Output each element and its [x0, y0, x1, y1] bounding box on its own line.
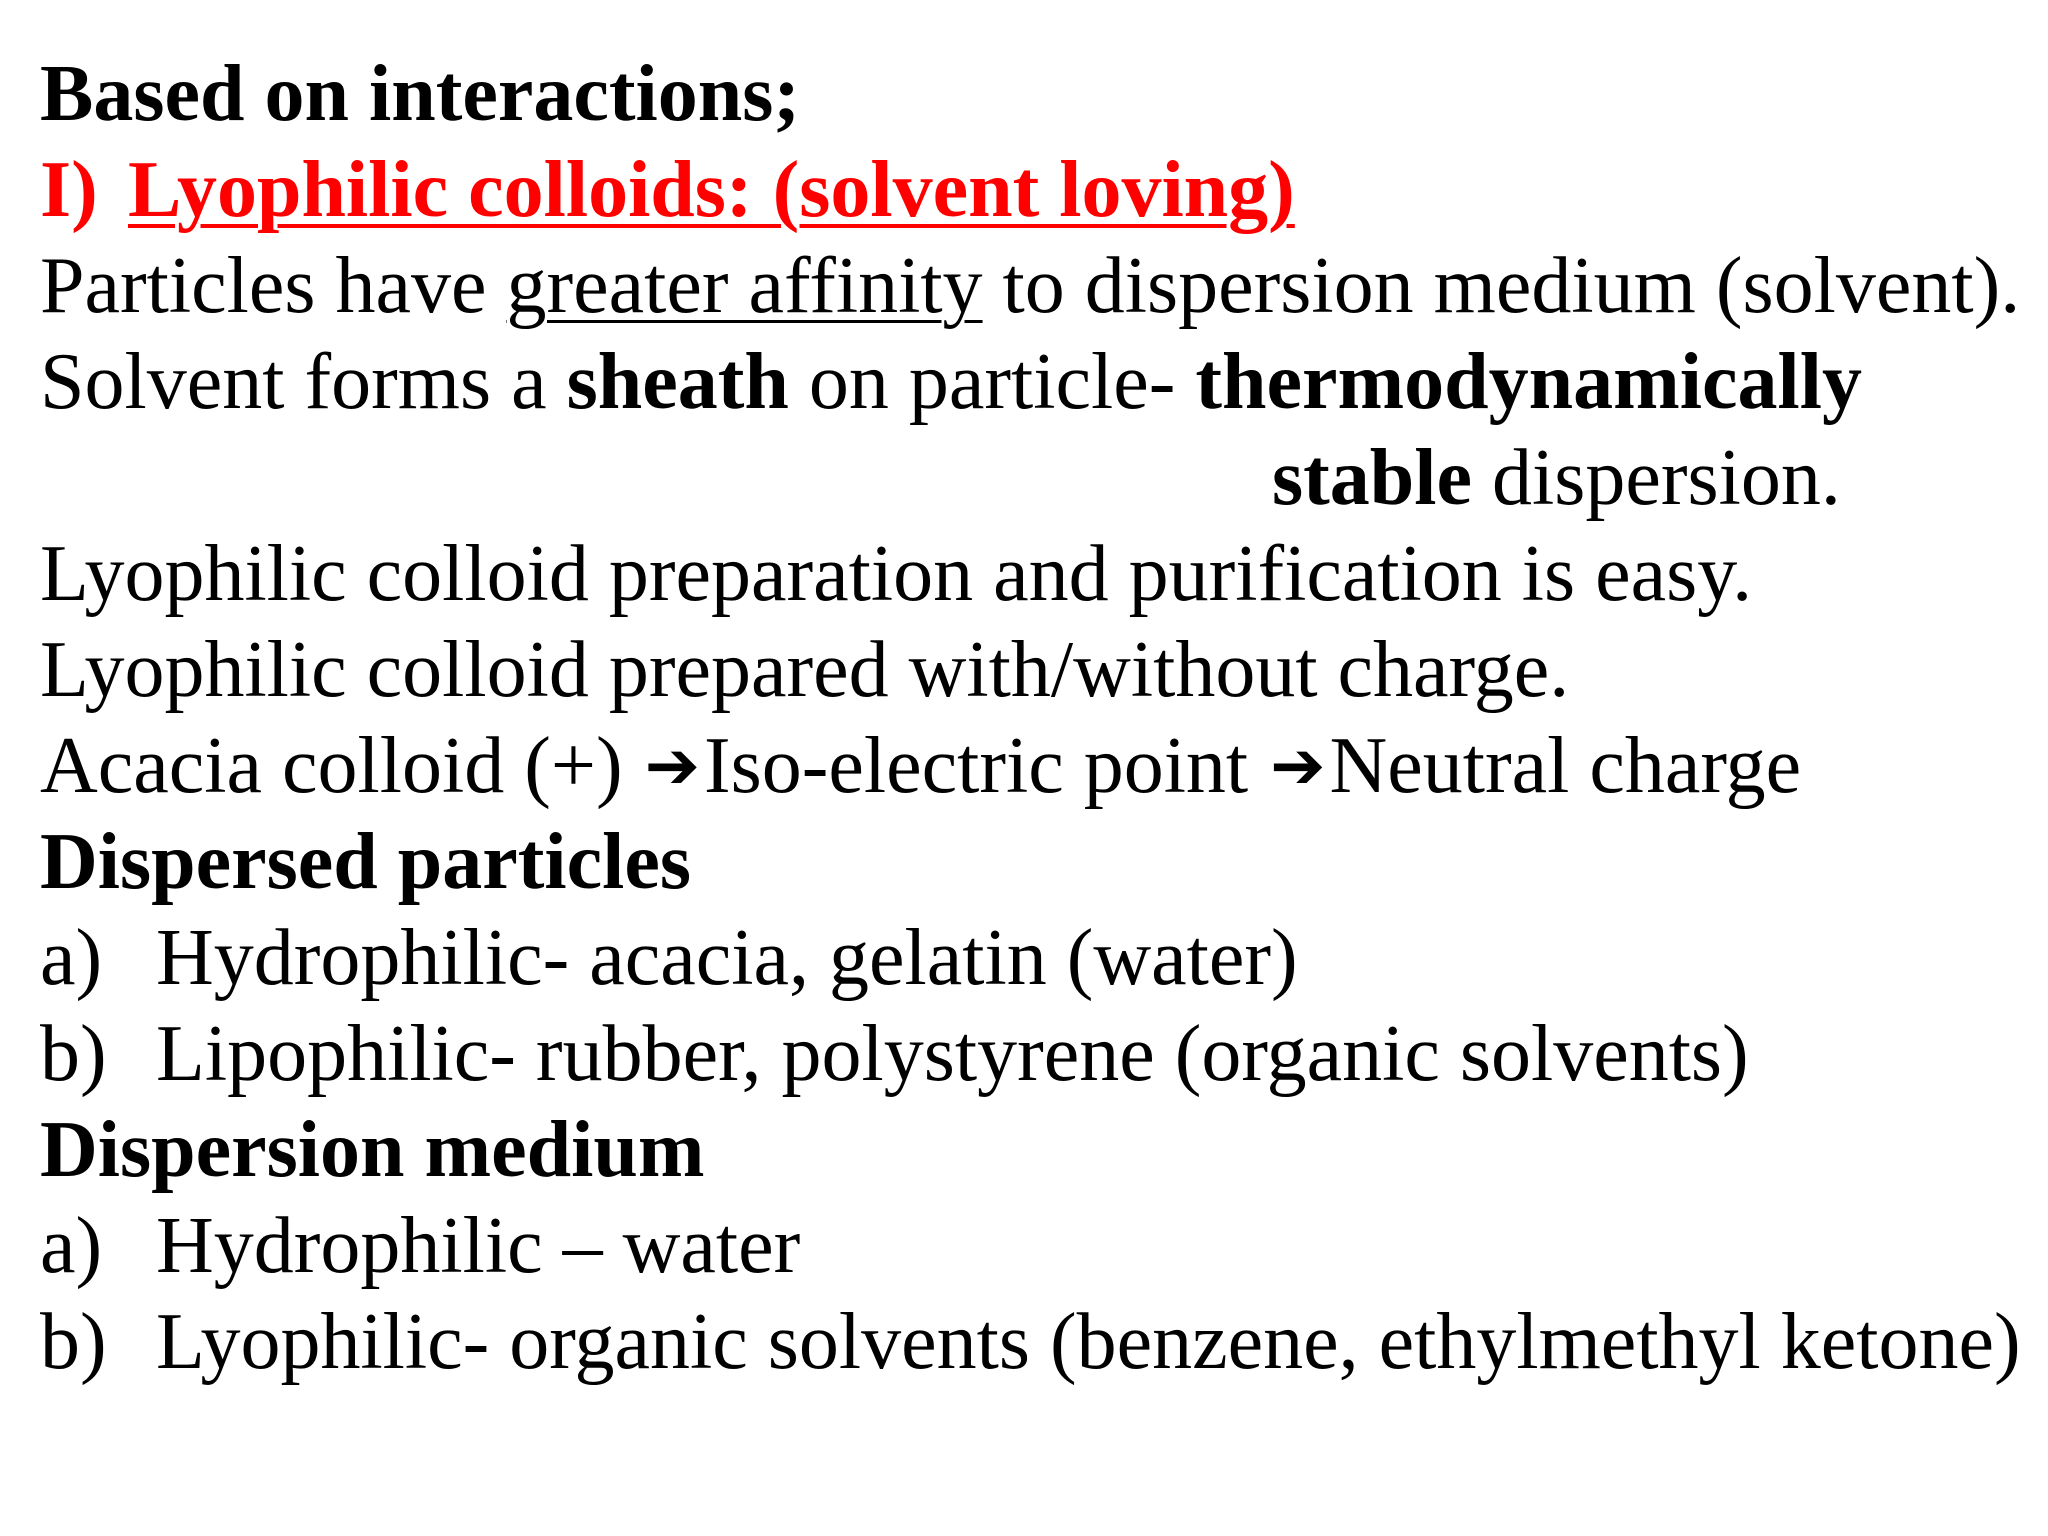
- dispersion-medium-heading: Dispersion medium: [40, 1106, 705, 1194]
- section-title: [40, 142, 1295, 238]
- affinity-after: to dispersion medium (solvent).: [982, 242, 2021, 330]
- acacia-part2: Iso-electric point: [703, 722, 1249, 810]
- list-item: [40, 1294, 2021, 1390]
- list-marker: b): [40, 1298, 107, 1386]
- sheath-t1: Solvent forms a: [40, 338, 567, 426]
- list-item-text: Lipophilic- rubber, polystyrene (organic solvents): [156, 1010, 1749, 1098]
- slide-heading: Based on interactions;: [40, 50, 800, 138]
- right-arrow-icon: ➔: [1270, 727, 1326, 804]
- list-item-text: Hydrophilic – water: [156, 1202, 801, 1290]
- section-title-text: Lyophilic colloids: (solvent loving): [128, 146, 1295, 234]
- sheath-t2: on particle-: [788, 338, 1196, 426]
- list-marker: a): [40, 1202, 103, 1290]
- charge-line: Lyophilic colloid prepared with/without charge.: [40, 626, 1570, 714]
- list-marker: a): [40, 914, 103, 1002]
- sheath-b2: thermodynamically: [1195, 338, 1862, 426]
- right-arrow-icon: ➔: [644, 727, 700, 804]
- list-item: [40, 910, 1298, 1006]
- dispersed-particles-heading: Dispersed particles: [40, 818, 692, 906]
- stable-t1: dispersion.: [1472, 434, 1841, 522]
- affinity-line: [40, 238, 2020, 334]
- prep-line: Lyophilic colloid preparation and purification is easy.: [40, 530, 1753, 618]
- acacia-part3: Neutral charge: [1329, 722, 1802, 810]
- list-marker: b): [40, 1010, 107, 1098]
- affinity-before: Particles have: [40, 242, 507, 330]
- list-item-text: Lyophilic- organic solvents (benzene, ethylmethyl ketone): [156, 1298, 2021, 1386]
- affinity-underlined: greater affinity: [506, 242, 983, 330]
- section-marker: I): [40, 146, 98, 234]
- sheath-line: [40, 334, 1862, 430]
- list-item-text: Hydrophilic- acacia, gelatin (water): [156, 914, 1298, 1002]
- sheath-b1: sheath: [566, 338, 789, 426]
- stable-line: [1272, 430, 1841, 526]
- acacia-line: [40, 718, 1801, 814]
- list-item: [40, 1198, 800, 1294]
- stable-b1: stable: [1272, 434, 1472, 522]
- list-item: [40, 1006, 1749, 1102]
- acacia-part1: Acacia colloid (+): [40, 722, 623, 810]
